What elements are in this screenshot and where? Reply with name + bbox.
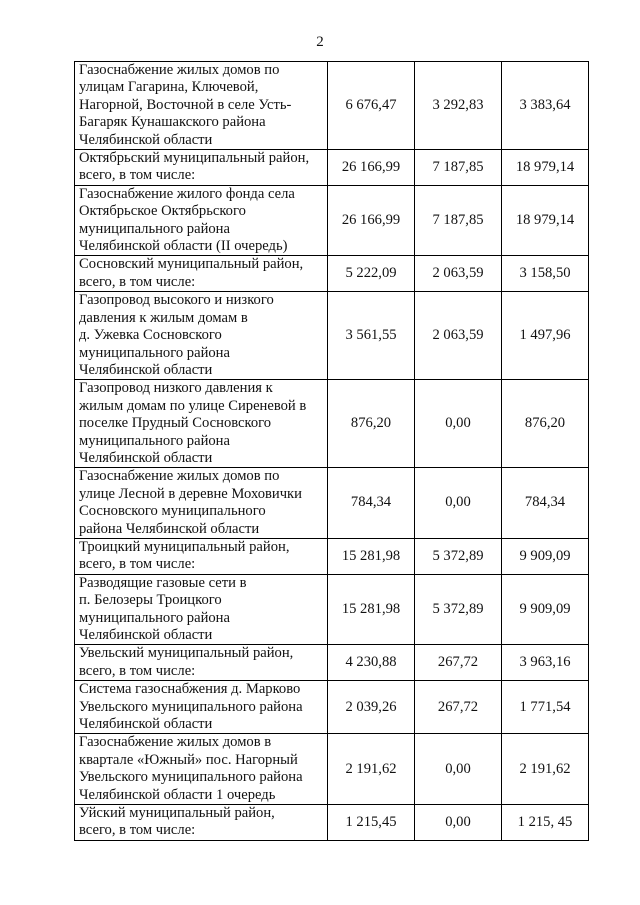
object-name-cell <box>75 538 328 574</box>
object-name-line: улицам Гагарина, Ключевой, <box>79 79 259 96</box>
second-amount-cell: 5 372,89 <box>415 574 502 645</box>
object-name-line: поселке Прудный Сосновского <box>79 415 272 432</box>
object-name-line: Челябинской области <box>79 131 213 148</box>
table-row <box>75 292 589 380</box>
total-amount-cell: 15 281,98 <box>328 538 415 574</box>
total-amount-cell: 6 676,47 <box>328 62 415 150</box>
object-name-line: всего, в том числе: <box>79 556 196 573</box>
third-amount-cell: 876,20 <box>502 380 589 468</box>
table-row <box>75 734 589 805</box>
object-name-line: Челябинской области 1 очередь <box>79 786 276 803</box>
second-amount-cell: 3 292,83 <box>415 62 502 150</box>
object-name-line: Увельский муниципальный район, <box>79 645 294 662</box>
object-name-cell <box>75 805 328 841</box>
third-amount-cell: 1 215, 45 <box>502 805 589 841</box>
object-name-line: Газоснабжение жилых домов в <box>79 734 272 751</box>
object-name-line: Челябинской области (II очередь) <box>79 238 288 255</box>
object-name-line: Октябрьское Октябрьского <box>79 203 246 220</box>
second-amount-cell: 0,00 <box>415 380 502 468</box>
table-row <box>75 150 589 186</box>
gas-supply-table <box>74 61 589 841</box>
table-row <box>75 468 589 539</box>
object-name-line: Октябрьский муниципальный район, <box>79 150 310 167</box>
table-row <box>75 256 589 292</box>
object-name-line: Челябинской области <box>79 449 213 466</box>
total-amount-cell: 5 222,09 <box>328 256 415 292</box>
total-amount-cell: 2 039,26 <box>328 681 415 734</box>
table-row <box>75 62 589 150</box>
table-row <box>75 805 589 841</box>
total-amount-cell: 2 191,62 <box>328 734 415 805</box>
object-name-cell <box>75 62 328 150</box>
object-name-line: п. Белозеры Троицкого <box>79 592 222 609</box>
object-name-line: муниципального района <box>79 432 230 449</box>
object-name-line: квартале «Южный» пос. Нагорный <box>79 751 298 768</box>
object-name-line: Сосновский муниципальный район, <box>79 256 304 273</box>
object-name-line: Увельского муниципального района <box>79 769 303 786</box>
object-name-line: Разводящие газовые сети в <box>79 574 247 591</box>
object-name-cell <box>75 292 328 380</box>
table-row <box>75 645 589 681</box>
second-amount-cell: 2 063,59 <box>415 292 502 380</box>
third-amount-cell: 784,34 <box>502 468 589 539</box>
table-row <box>75 380 589 468</box>
object-name-line: Троицкий муниципальный район, <box>79 538 290 555</box>
second-amount-cell: 267,72 <box>415 645 502 681</box>
third-amount-cell: 18 979,14 <box>502 150 589 186</box>
object-name-cell <box>75 734 328 805</box>
object-name-cell <box>75 185 328 256</box>
third-amount-cell: 3 383,64 <box>502 62 589 150</box>
third-amount-cell: 1 771,54 <box>502 681 589 734</box>
object-name-line: Газопровод высокого и низкого <box>79 292 274 309</box>
total-amount-cell: 15 281,98 <box>328 574 415 645</box>
table-row <box>75 538 589 574</box>
total-amount-cell: 876,20 <box>328 380 415 468</box>
object-name-cell <box>75 150 328 186</box>
total-amount-cell: 26 166,99 <box>328 185 415 256</box>
table-row <box>75 185 589 256</box>
object-name-line: всего, в том числе: <box>79 167 196 184</box>
object-name-line: Сосновского муниципального <box>79 503 266 520</box>
object-name-line: д. Ужевка Сосновского <box>79 327 222 344</box>
second-amount-cell: 7 187,85 <box>415 185 502 256</box>
total-amount-cell: 3 561,55 <box>328 292 415 380</box>
second-amount-cell: 0,00 <box>415 734 502 805</box>
object-name-line: всего, в том числе: <box>79 662 196 679</box>
third-amount-cell: 9 909,09 <box>502 574 589 645</box>
object-name-line: Челябинской области <box>79 361 213 378</box>
third-amount-cell: 9 909,09 <box>502 538 589 574</box>
total-amount-cell: 26 166,99 <box>328 150 415 186</box>
second-amount-cell: 0,00 <box>415 805 502 841</box>
object-name-line: давления к жилым домам в <box>79 309 248 326</box>
object-name-cell <box>75 681 328 734</box>
object-name-line: Уйский муниципальный район, <box>79 805 275 822</box>
third-amount-cell: 3 963,16 <box>502 645 589 681</box>
table-row <box>75 681 589 734</box>
table-body <box>75 62 589 841</box>
object-name-cell <box>75 468 328 539</box>
second-amount-cell: 0,00 <box>415 468 502 539</box>
third-amount-cell: 18 979,14 <box>502 185 589 256</box>
object-name-line: района Челябинской области <box>79 520 260 537</box>
object-name-line: Челябинской области <box>79 716 213 733</box>
object-name-line: Газоснабжение жилых домов по <box>79 62 280 78</box>
third-amount-cell: 3 158,50 <box>502 256 589 292</box>
object-name-line: Нагорной, Восточной в селе Усть- <box>79 96 292 113</box>
table-row <box>75 574 589 645</box>
object-name-line: Увельского муниципального района <box>79 698 303 715</box>
object-name-line: Газоснабжение жилых домов по <box>79 468 280 485</box>
object-name-cell <box>75 256 328 292</box>
object-name-line: муниципального района <box>79 220 230 237</box>
object-name-line: Газопровод низкого давления к <box>79 380 273 397</box>
total-amount-cell: 1 215,45 <box>328 805 415 841</box>
third-amount-cell: 1 497,96 <box>502 292 589 380</box>
third-amount-cell: 2 191,62 <box>502 734 589 805</box>
second-amount-cell: 267,72 <box>415 681 502 734</box>
object-name-line: муниципального района <box>79 609 230 626</box>
second-amount-cell: 2 063,59 <box>415 256 502 292</box>
total-amount-cell: 784,34 <box>328 468 415 539</box>
total-amount-cell: 4 230,88 <box>328 645 415 681</box>
object-name-line: улице Лесной в деревне Моховички <box>79 485 302 502</box>
object-name-cell <box>75 574 328 645</box>
object-name-line: муниципального района <box>79 344 230 361</box>
object-name-line: Газоснабжение жилого фонда села <box>79 185 295 202</box>
second-amount-cell: 5 372,89 <box>415 538 502 574</box>
object-name-cell <box>75 645 328 681</box>
second-amount-cell: 7 187,85 <box>415 150 502 186</box>
object-name-line: Челябинской области <box>79 627 213 643</box>
object-name-line: жилым домам по улице Сиреневой в <box>79 397 307 414</box>
object-name-line: всего, в том числе: <box>79 822 196 839</box>
object-name-line: всего, в том числе: <box>79 273 196 290</box>
object-name-line: Система газоснабжения д. Марково <box>79 681 301 698</box>
object-name-line: Багаряк Кунашакского района <box>79 114 266 131</box>
object-name-cell <box>75 380 328 468</box>
page-number: 2 <box>316 34 324 50</box>
